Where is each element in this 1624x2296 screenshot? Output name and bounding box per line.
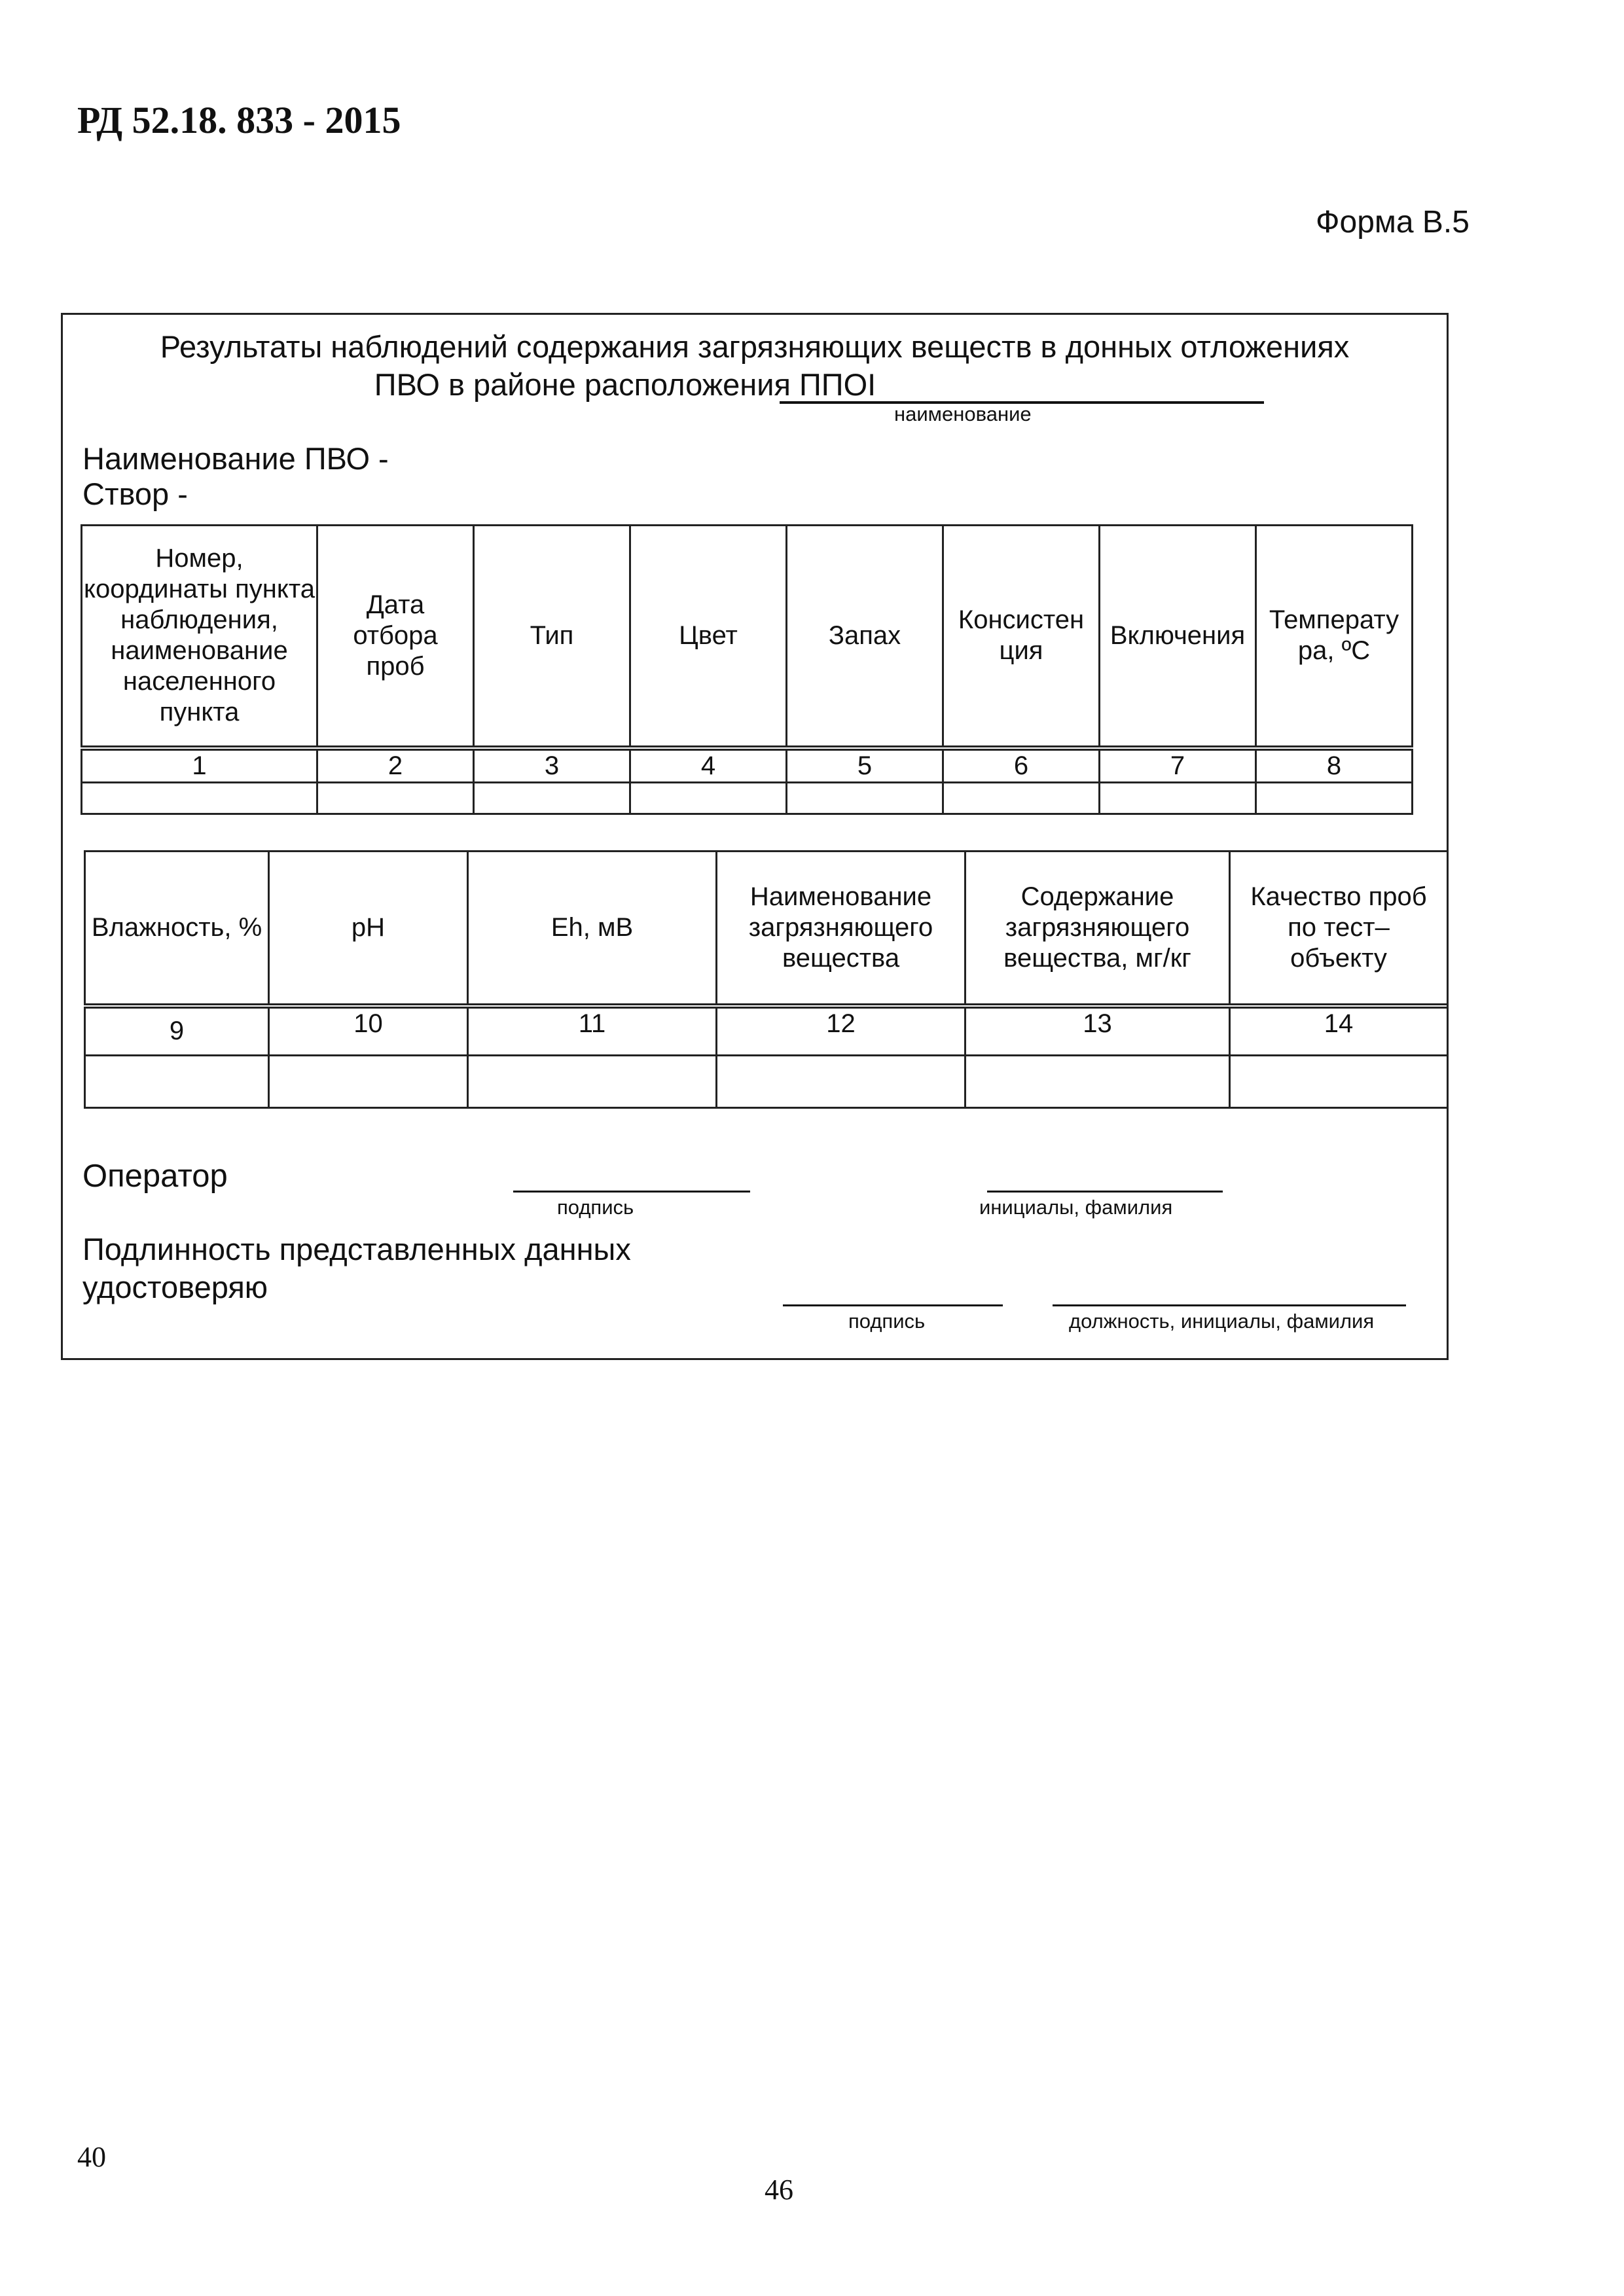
table1-number-row	[82, 748, 1413, 783]
ppo-name-caption: наименование	[894, 403, 1032, 425]
table1-header-row	[82, 526, 1413, 748]
form-title-line1: Результаты наблюдений содержания загрязняющих веществ в донных отложениях	[160, 329, 1350, 364]
operator-label: Оператор	[82, 1158, 228, 1194]
table2-number-cell: 11	[468, 1006, 717, 1056]
table2-number-cell: 14	[1230, 1006, 1448, 1056]
page-number-left: 40	[77, 2141, 106, 2173]
operator-signature-caption: подпись	[557, 1196, 634, 1219]
table1-data-row	[82, 782, 1413, 814]
table1-input-cell[interactable]	[82, 782, 317, 814]
table2-input-cell[interactable]	[717, 1056, 965, 1108]
table1-header-cell: Тип	[474, 526, 630, 748]
table1-input-cell[interactable]	[787, 782, 943, 814]
operator-name-caption: инициалы, фамилия	[979, 1196, 1173, 1219]
table1-number-cell: 3	[474, 748, 630, 783]
table2-input-cell[interactable]	[468, 1056, 717, 1108]
verification-label-line2: удостоверяю	[82, 1270, 268, 1304]
page-number-center: 46	[765, 2174, 793, 2206]
table2-data-row	[85, 1056, 1448, 1108]
table1-input-cell[interactable]	[943, 782, 1100, 814]
table2-input-cell[interactable]	[1230, 1056, 1448, 1108]
table2-header-cell: Содержание загрязняющего вещества, мг/кг	[965, 852, 1230, 1006]
table2-header-cell: pH	[269, 852, 468, 1006]
table2-header-cell: Влажность, %	[85, 852, 269, 1006]
table1-header-cell: Цвет	[630, 526, 787, 748]
verifier-signature-caption: подпись	[848, 1310, 926, 1333]
table1-number-cell: 8	[1256, 748, 1413, 783]
observation-table-2	[84, 850, 1449, 1109]
observation-table-1	[81, 524, 1413, 815]
table1-number-cell: 1	[82, 748, 317, 783]
table1-input-cell[interactable]	[474, 782, 630, 814]
table1-header-cell: Дата отбора проб	[317, 526, 474, 748]
stvor-label: Створ -	[82, 476, 188, 511]
table1-input-cell[interactable]	[630, 782, 787, 814]
verifier-name-line[interactable]	[1053, 1304, 1406, 1306]
table2-number-cell: 12	[717, 1006, 965, 1056]
table2-number-cell: 9	[85, 1006, 269, 1056]
verifier-name-caption: должность, инициалы, фамилия	[1069, 1310, 1375, 1333]
operator-name-line[interactable]	[987, 1191, 1223, 1193]
table2-number-cell: 10	[269, 1006, 468, 1056]
table2-header-cell: Eh, мВ	[468, 852, 717, 1006]
table1-number-cell: 7	[1100, 748, 1256, 783]
form-title-line2: ПВО в районе расположения ППОI	[374, 367, 876, 402]
table2-header-row	[85, 852, 1448, 1006]
form-frame	[61, 313, 1449, 1360]
table1-header-cell: Включения	[1100, 526, 1256, 748]
table2-input-cell[interactable]	[85, 1056, 269, 1108]
table2-input-cell[interactable]	[965, 1056, 1230, 1108]
table1-header-cell: Консистен ция	[943, 526, 1100, 748]
document-code: РД 52.18. 833 - 2015	[77, 99, 401, 141]
table1-number-cell: 2	[317, 748, 474, 783]
table2-number-row	[85, 1006, 1448, 1056]
table2-header-cell: Качество проб по тест–объекту	[1230, 852, 1448, 1006]
pvo-name-label: Наименование ПВО -	[82, 441, 389, 476]
table1-header-cell: Температу ра, ºС	[1256, 526, 1413, 748]
table2-input-cell[interactable]	[269, 1056, 468, 1108]
table1-number-cell: 6	[943, 748, 1100, 783]
table1-number-cell: 5	[787, 748, 943, 783]
table1-number-cell: 4	[630, 748, 787, 783]
table1-header-cell: Номер, координаты пункта наблюдения, наименование населенного пункта	[82, 526, 317, 748]
operator-signature-line[interactable]	[513, 1191, 750, 1193]
table1-input-cell[interactable]	[1100, 782, 1256, 814]
table1-input-cell[interactable]	[1256, 782, 1413, 814]
table1-input-cell[interactable]	[317, 782, 474, 814]
verifier-signature-line[interactable]	[783, 1304, 1003, 1306]
verification-label-line1: Подлинность представленных данных	[82, 1232, 631, 1266]
table2-number-cell: 13	[965, 1006, 1230, 1056]
form-label: Форма В.5	[1316, 205, 1470, 240]
table1-header-cell: Запах	[787, 526, 943, 748]
table2-header-cell: Наименование загрязняющего вещества	[717, 852, 965, 1006]
